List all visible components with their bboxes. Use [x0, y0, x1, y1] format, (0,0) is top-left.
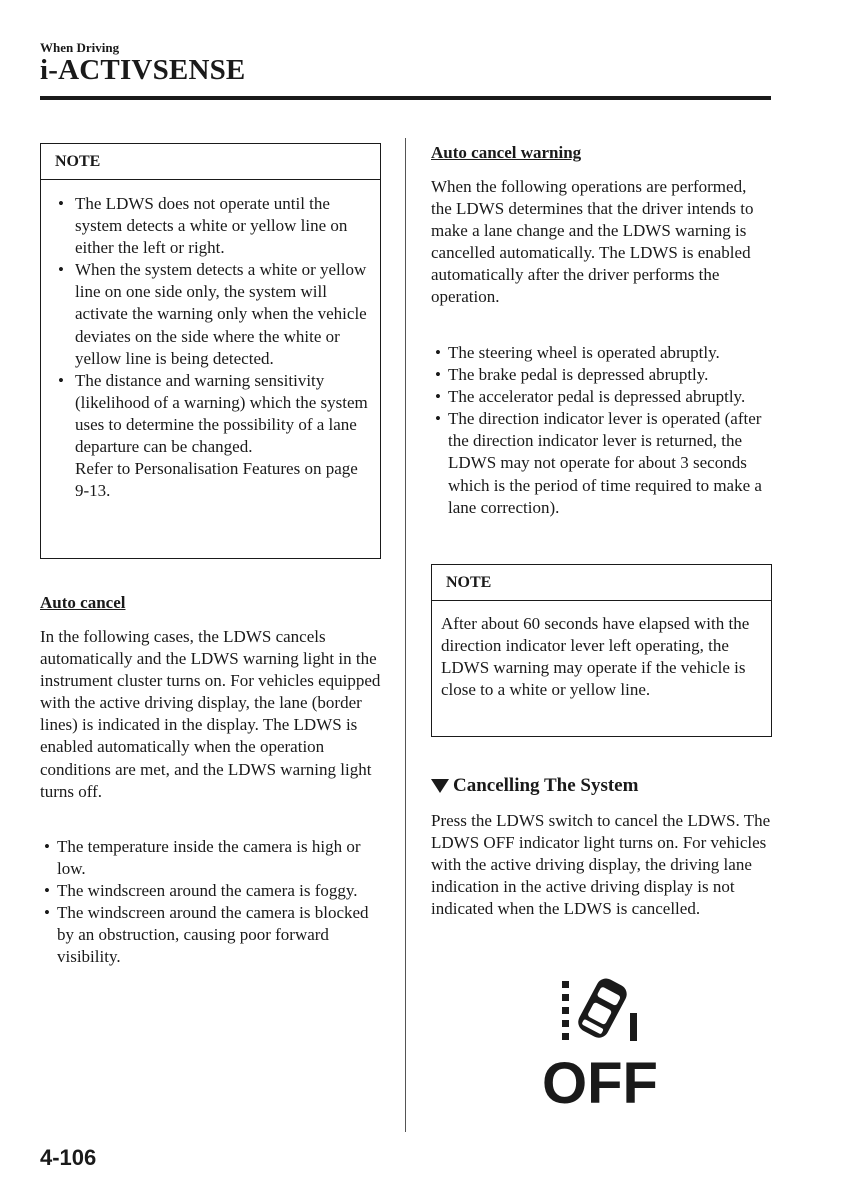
auto-cancel-bullet: • The temperature inside the camera is high or low. [40, 836, 385, 880]
note-heading: NOTE [41, 144, 380, 180]
warning-bullet: • The brake pedal is depressed abruptly. [431, 364, 776, 386]
note-bullet: • When the system detects a white or yellow line on one side only, the system will activate the warning only when the vehicle deviates on the side where the white or yellow line is being detected. [75, 259, 372, 369]
auto-cancel-warning-bullet-list [431, 342, 776, 519]
auto-cancel-warning-paragraph: When the following operations are performed, the LDWS determines that the driver intends to make a lane change and the LDWS warning is cancelled automatically. The LDWS is enabled automatically after the driver performs the operation. [431, 177, 754, 307]
note-bullet-list [41, 193, 380, 458]
cancelling-heading-text: Cancelling The System [453, 775, 639, 796]
auto-cancel-heading: Auto cancel [40, 593, 126, 612]
auto-cancel-bullet: • The windscreen around the camera is blocked by an obstruction, causing poor forward visibility. [40, 902, 385, 968]
off-label: OFF [542, 1051, 658, 1110]
note-bullet: • The LDWS does not operate until the system detects a white or yellow line on either the left or right. [75, 193, 372, 259]
note-box-left [40, 143, 381, 559]
chapter-title: i-ACTIVSENSE [40, 54, 246, 86]
triangle-bullet-icon [431, 779, 449, 793]
warning-bullet: • The direction indicator lever is operated (after the direction indicator lever is returned, the LDWS may not operate for about 3 seconds which is the period of time required to make a lane correction). [431, 408, 776, 518]
page-number: 4-106 [40, 1145, 97, 1170]
note-heading: NOTE [432, 565, 771, 601]
cancelling-paragraph: Press the LDWS switch to cancel the LDWS. The LDWS OFF indicator light turns on. For vehicles with the active driving display, the driving lane indication in the active driving display is not indicated when the LDWS is cancelled. [431, 811, 771, 919]
section-label: When Driving [40, 40, 120, 55]
note-body: After about 60 seconds have elapsed with the direction indicator lever left operating, the LDWS warning may operate if the vehicle is close to a white or yellow line. [441, 614, 750, 700]
ldws-off-indicator-icon [540, 975, 660, 1110]
note-box-right [431, 564, 772, 737]
auto-cancel-bullet: • The windscreen around the camera is foggy. [40, 880, 385, 902]
warning-bullet: • The accelerator pedal is depressed abruptly. [431, 386, 776, 408]
header-rule [40, 96, 771, 100]
column-divider [405, 138, 406, 1132]
note-bullet: • The distance and warning sensitivity (likelihood of a warning) which the system uses to determine the possibility of a lane departure can be changed. [75, 370, 372, 458]
warning-bullet: • The steering wheel is operated abruptly. [431, 342, 776, 364]
note-reference: Refer to Personalisation Features on page 9-13. [75, 459, 358, 501]
auto-cancel-paragraph: In the following cases, the LDWS cancels automatically and the LDWS warning light in the instrument cluster turns on. For vehicles equipped with the active driving display, the lane (border lines) is indicated in the display. The LDWS is enabled automatically when the operation conditions are met, and the LDWS warning light turns off. [40, 627, 381, 801]
auto-cancel-bullet-list [40, 836, 385, 969]
auto-cancel-warning-heading: Auto cancel warning [431, 143, 582, 162]
cancelling-heading [431, 775, 638, 797]
